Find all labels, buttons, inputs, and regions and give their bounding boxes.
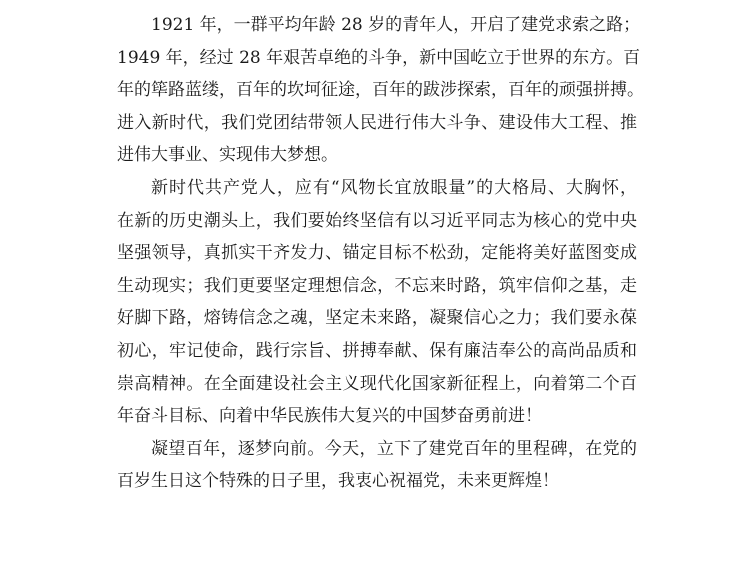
paragraph-1-line-4: 进入新时代，我们党团结带领人民进行伟大斗争、建设伟大工程、推 [117, 112, 637, 133]
paragraph-2-line-1: 新时代共产党人，应有“风物长宜放眼量”的大格局、大胸怀， [151, 177, 637, 198]
paragraph-1-line-3: 年的筚路蓝缕，百年的坎坷征途，百年的跋涉探索，百年的顽强拼搏。 [117, 80, 644, 101]
paragraph-2-line-7: 崇高精神。在全面建设社会主义现代化国家新征程上，向着第二个百 [117, 373, 637, 394]
paragraph-3-line-1: 凝望百年，逐梦向前。今天，立下了建党百年的里程碑，在党的 [151, 438, 637, 459]
paragraph-3-line-2: 百岁生日这个特殊的日子里，我衷心祝福党，未来更辉煌！ [117, 471, 559, 492]
top-spacer [117, 0, 637, 9]
paragraph-2-line-6: 初心，牢记使命，践行宗旨、拼搏奉献、保有廉洁奉公的高尚品质和 [117, 340, 637, 361]
paragraph-2-line-2: 在新的历史潮头上，我们要始终坚信有以习近平同志为核心的党中央 [117, 210, 637, 231]
paragraph-3 [117, 433, 637, 498]
paragraph-2-line-3: 坚强领导，真抓实干齐发力、锚定目标不松劲，定能将美好蓝图变成 [117, 243, 637, 264]
paragraph-1-line-1: 1921 年，一群平均年龄 28 岁的青年人，开启了建党求索之路； [151, 15, 641, 35]
paragraph-1-line-2: 1949 年，经过 28 年艰苦卓绝的斗争，新中国屹立于世界的东方。百 [117, 47, 641, 68]
paragraph-2 [117, 172, 637, 433]
paragraph-2-line-5: 好脚下路，熔铸信念之魂，坚定未来路，凝聚信心之力；我们要永葆 [117, 308, 637, 329]
paragraph-2-line-4: 生动现实；我们更要坚定理想信念，不忘来时路，筑牢信仰之基，走 [117, 275, 637, 296]
paragraph-1-line-5: 进伟大事业、实现伟大梦想。 [117, 145, 338, 166]
document-body [117, 0, 644, 498]
paragraph-2-line-8: 年奋斗目标、向着中华民族伟大复兴的中国梦奋勇前进！ [117, 406, 542, 427]
paragraph-1 [117, 9, 644, 172]
